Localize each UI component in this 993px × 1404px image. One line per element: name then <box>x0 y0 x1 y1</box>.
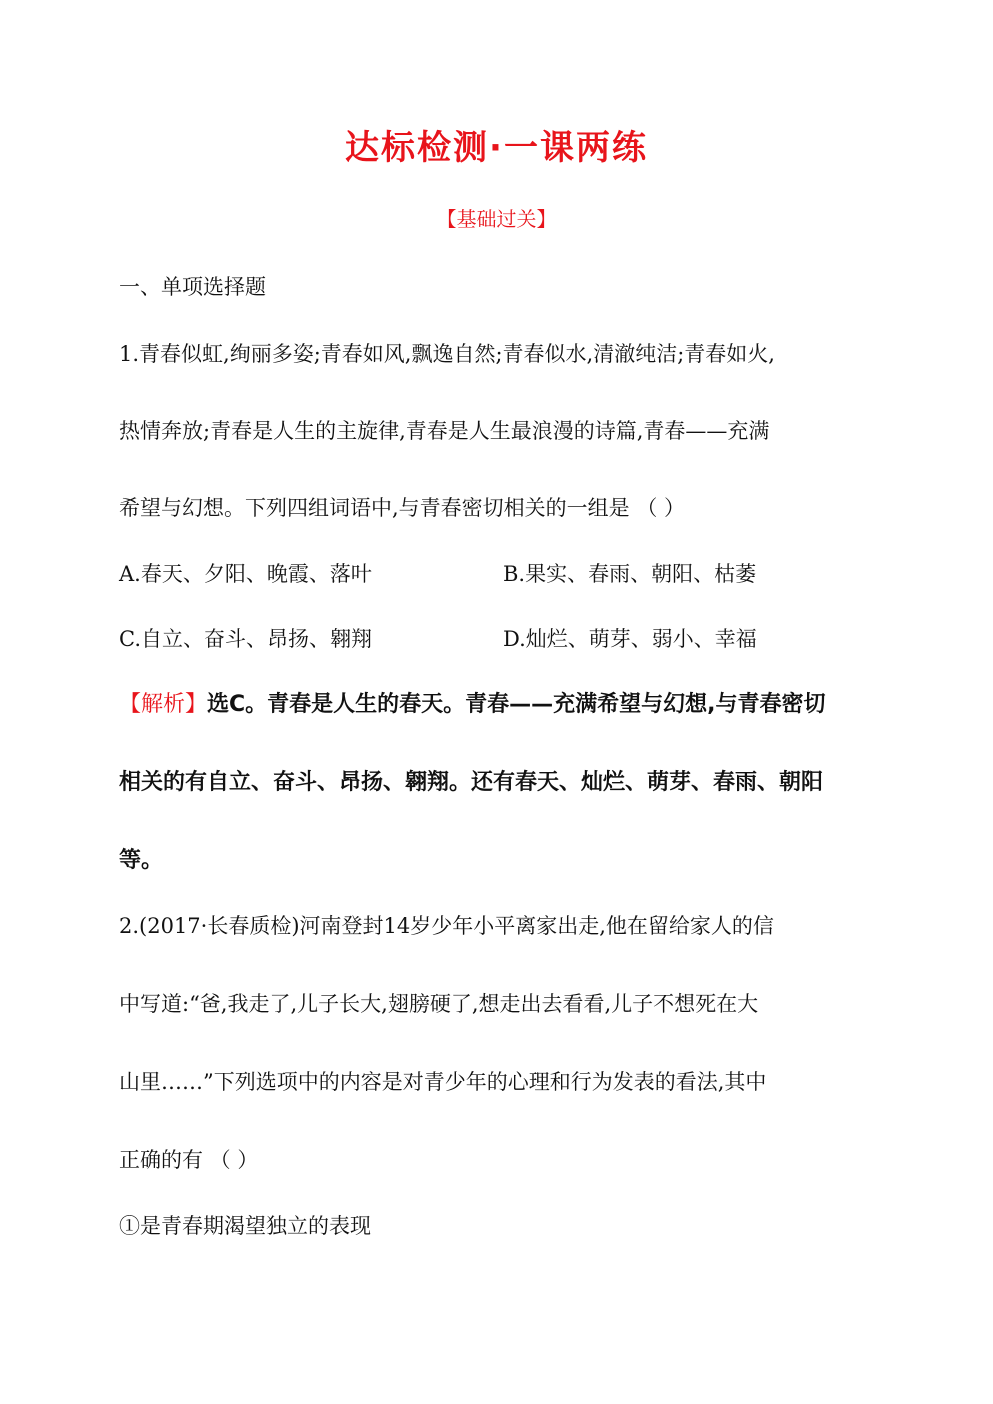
question-1-line-2: 热情奔放;青春是人生的主旋律,青春是人生最浪漫的诗篇,青春——充满 <box>119 419 770 443</box>
option-d: D.灿烂、萌芽、弱小、幸福 <box>503 627 757 651</box>
page-title: 达标检测·一课两练 <box>345 128 648 168</box>
option-c: C.自立、奋斗、昂扬、翱翔 <box>119 627 372 651</box>
question-2-line-4: 正确的有 （ ） <box>119 1148 259 1172</box>
option-b: B.果实、春雨、朝阳、枯萎 <box>503 562 757 586</box>
section-heading: 一、单项选择题 <box>119 275 266 299</box>
question-1-line-3: 希望与幻想。下列四组词语中,与青春密切相关的一组是 （ ） <box>119 496 686 520</box>
question-1-line-1: 1.青春似虹,绚丽多姿;青春如风,飘逸自然;青春似水,清澈纯洁;青春如火, <box>119 342 775 366</box>
question-2-item-1: ①是青春期渴望独立的表现 <box>119 1214 371 1238</box>
analysis-line-1 <box>119 687 826 718</box>
analysis-line-3: 等。 <box>119 848 164 873</box>
analysis-line-2: 相关的有自立、奋斗、昂扬、翱翔。还有春天、灿烂、萌芽、春雨、朝阳 <box>119 770 824 795</box>
analysis-tag: 【解析】 <box>119 692 208 717</box>
question-2-line-3: 山里……”下列选项中的内容是对青少年的心理和行为发表的看法,其中 <box>119 1070 767 1094</box>
section-subtitle: 【基础过关】 <box>436 207 557 231</box>
question-2-line-1: 2.(2017·长春质检)河南登封14岁少年小平离家出走,他在留给家人的信 <box>119 914 774 938</box>
question-2-line-2: 中写道:“爸,我走了,儿子长大,翅膀硬了,想走出去看看,儿子不想死在大 <box>119 992 759 1016</box>
option-a: A.春天、夕阳、晚霞、落叶 <box>119 562 372 586</box>
analysis-text: 选C。青春是人生的春天。青春——充满希望与幻想,与青春密切 <box>207 692 826 717</box>
